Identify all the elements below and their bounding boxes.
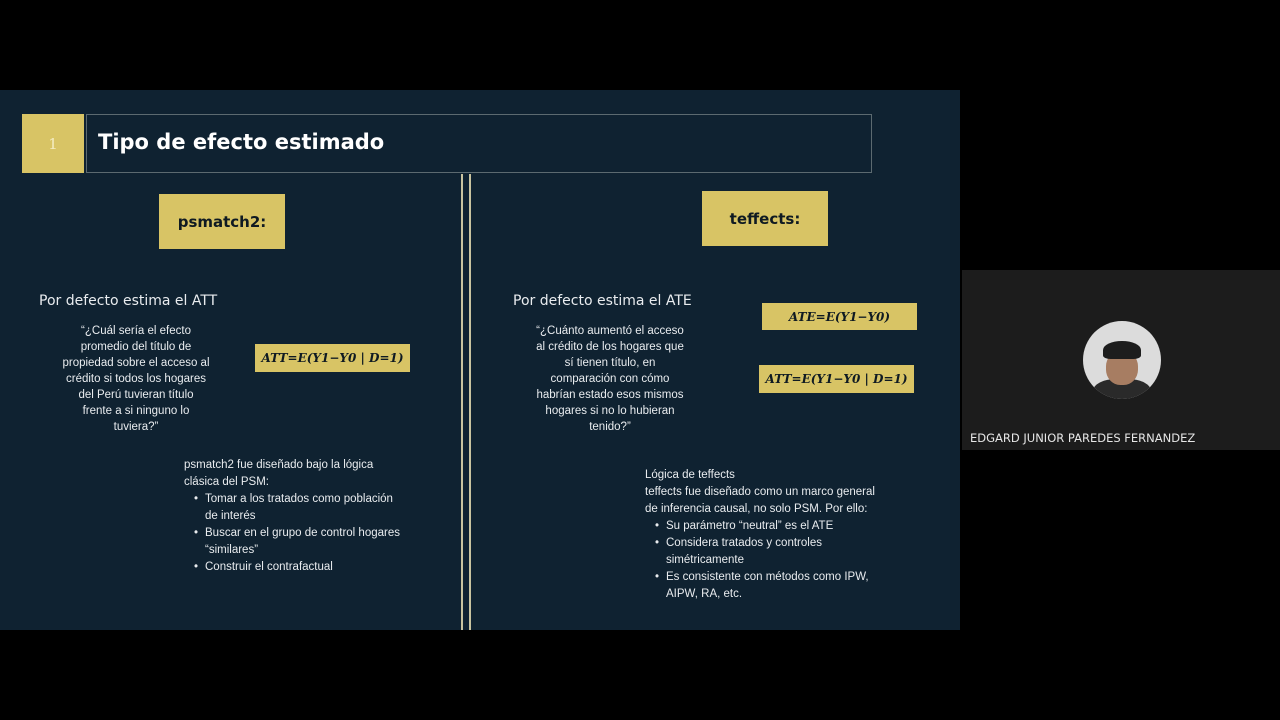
left-logic — [184, 457, 434, 576]
bullet-line: de interés — [205, 510, 256, 522]
slide-title: Tipo de efecto estimado — [98, 130, 385, 154]
quote-line: crédito si todos los hogares — [66, 373, 206, 385]
section-number: 1 — [22, 114, 84, 173]
divider-left — [461, 174, 463, 630]
quote-line: tenido?” — [589, 421, 631, 433]
quote-line: hogares si no lo hubieran — [545, 405, 675, 417]
bullet-line: • Tomar a los tratados como población — [205, 493, 393, 505]
right-heading: Por defecto estima el ATE — [513, 293, 692, 309]
avatar-hair — [1103, 341, 1141, 359]
bullet-item — [666, 569, 915, 603]
bullet-line: “similares” — [205, 544, 259, 556]
slide — [0, 90, 960, 630]
bullet-item — [205, 525, 434, 559]
quote-line: al crédito de los hogares que — [536, 341, 684, 353]
participant-avatar — [1083, 321, 1161, 399]
logic-intro-line: clásica del PSM: — [184, 476, 270, 488]
left-quote — [48, 323, 224, 435]
quote-line: “¿Cuánto aumentó el acceso — [536, 325, 684, 337]
quote-line: comparación con cómo — [550, 373, 670, 385]
psmatch2-label-box: psmatch2: — [159, 194, 285, 249]
quote-line: del Perú tuvieran título — [78, 389, 194, 401]
logic-title: Lógica de teffects — [645, 469, 735, 481]
quote-line: “¿Cuál sería el efecto — [81, 325, 191, 337]
left-heading: Por defecto estima el ATT — [39, 293, 218, 309]
teffects-label-box: teffects: — [702, 191, 828, 246]
participant-name: EDGARD JUNIOR PAREDES FERNANDEZ — [970, 431, 1196, 445]
bullet-line: • Construir el contrafactual — [205, 561, 333, 573]
ate-formula-box: ATE=E(Y1−Y0) — [762, 303, 917, 330]
right-bullet-list — [645, 518, 915, 603]
quote-line: frente a si ninguno lo — [82, 405, 190, 417]
quote-line: propiedad sobre el acceso al — [62, 357, 210, 369]
bullet-line: • Es consistente con métodos como IPW, — [666, 571, 869, 583]
bullet-item — [666, 518, 915, 535]
quote-line: tuviera?” — [113, 421, 159, 433]
quote-line: promedio del título de — [80, 341, 192, 353]
right-logic — [645, 467, 915, 603]
bullet-line: • Su parámetro “neutral” es el ATE — [666, 520, 834, 532]
bullet-line: AIPW, RA, etc. — [666, 588, 743, 600]
right-quote — [522, 323, 698, 435]
quote-line: sí tienen título, en — [564, 357, 656, 369]
att-formula-box: ATT=E(Y1−Y0 | D=1) — [255, 344, 410, 372]
logic-intro-line: psmatch2 fue diseñado bajo la lógica — [184, 459, 374, 471]
logic-intro-line: teffects fue diseñado como un marco general — [645, 486, 875, 498]
bullet-item — [666, 535, 915, 569]
left-bullet-list — [184, 491, 434, 576]
quote-line: habrían estado esos mismos — [536, 389, 684, 401]
divider-right — [469, 174, 471, 630]
bullet-item — [205, 559, 434, 576]
bullet-line: • Considera tratados y controles — [666, 537, 822, 549]
bullet-line: simétricamente — [666, 554, 744, 566]
bullet-item — [205, 491, 434, 525]
logic-intro-line: de inferencia causal, no solo PSM. Por ello: — [645, 503, 868, 515]
att-formula-box-right: ATT=E(Y1−Y0 | D=1) — [759, 365, 914, 393]
bullet-line: • Buscar en el grupo de control hogares — [205, 527, 400, 539]
